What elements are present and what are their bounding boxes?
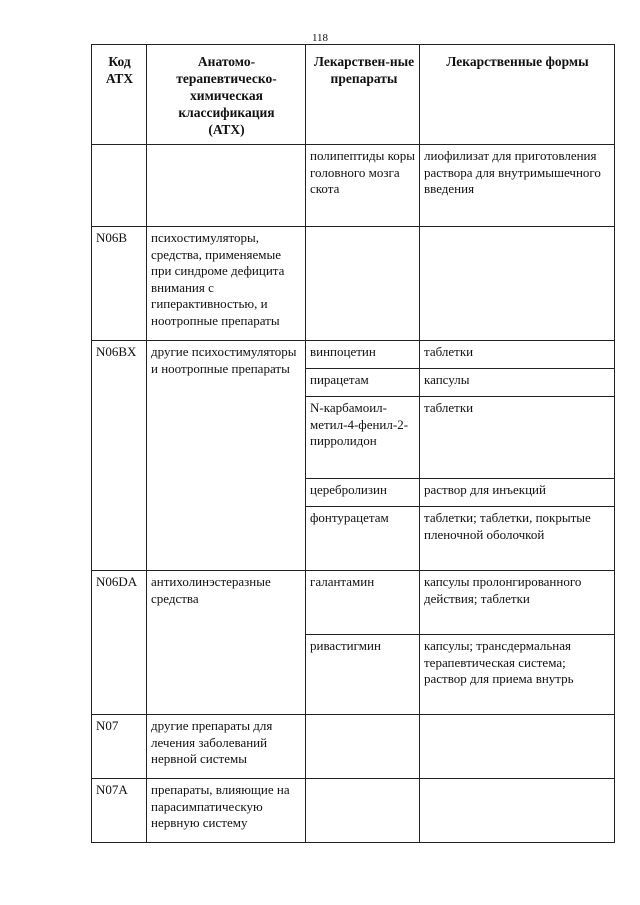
code-cell: N07	[92, 715, 147, 779]
table-row	[92, 715, 615, 779]
drug-cell: церебролизин	[306, 479, 420, 507]
drug-cell: галантамин	[306, 571, 420, 635]
code-cell: N06DA	[92, 571, 147, 715]
form-cell	[420, 779, 615, 843]
table-row	[92, 341, 615, 369]
drug-cell	[306, 227, 420, 341]
classification-cell: другие психостимуляторы и ноотропные препараты	[147, 341, 306, 571]
header-forms: Лекарственные формы	[420, 45, 615, 145]
drug-cell: полипептиды коры головного мозга скота	[306, 145, 420, 227]
classification-cell: антихолинэстеразные средства	[147, 571, 306, 715]
classification-cell	[147, 145, 306, 227]
code-cell	[92, 145, 147, 227]
header-classification: Анатомо-терапевтическо-химическая классификация (АТХ)	[147, 45, 306, 145]
header-row	[92, 45, 615, 145]
table-row	[92, 571, 615, 635]
form-cell: лиофилизат для приготовления раствора для внутримышечного введения	[420, 145, 615, 227]
table-row	[92, 145, 615, 227]
atx-table	[91, 44, 615, 843]
code-cell: N06B	[92, 227, 147, 341]
form-cell: капсулы пролонгированного действия; таблетки	[420, 571, 615, 635]
form-cell	[420, 715, 615, 779]
classification-cell: психостимуляторы, средства, применяемые при синдроме дефицита внимания с гиперактивностью, и ноотропные препараты	[147, 227, 306, 341]
form-cell: капсулы	[420, 369, 615, 397]
table-row	[92, 227, 615, 341]
drug-cell	[306, 779, 420, 843]
table-row	[92, 779, 615, 843]
drug-cell: пирацетам	[306, 369, 420, 397]
classification-cell: другие препараты для лечения заболеваний нервной системы	[147, 715, 306, 779]
drug-cell: ривастигмин	[306, 635, 420, 715]
code-cell: N07A	[92, 779, 147, 843]
page-number: 118	[311, 32, 329, 44]
classification-cell: препараты, влияющие на парасимпатическую нервную систему	[147, 779, 306, 843]
drug-cell	[306, 715, 420, 779]
form-cell	[420, 227, 615, 341]
drug-cell: N-карбамоил-метил-4-фенил-2-пирролидон	[306, 397, 420, 479]
form-cell: таблетки; таблетки, покрытые пленочной оболочкой	[420, 507, 615, 571]
drug-cell: фонтурацетам	[306, 507, 420, 571]
form-cell: таблетки	[420, 341, 615, 369]
form-cell: таблетки	[420, 397, 615, 479]
drug-cell: винпоцетин	[306, 341, 420, 369]
form-cell: раствор для инъекций	[420, 479, 615, 507]
header-drugs: Лекарствен-ные препараты	[306, 45, 420, 145]
header-code: Код АТХ	[92, 45, 147, 145]
code-cell: N06BX	[92, 341, 147, 571]
form-cell: капсулы; трансдермальная терапевтическая система; раствор для приема внутрь	[420, 635, 615, 715]
